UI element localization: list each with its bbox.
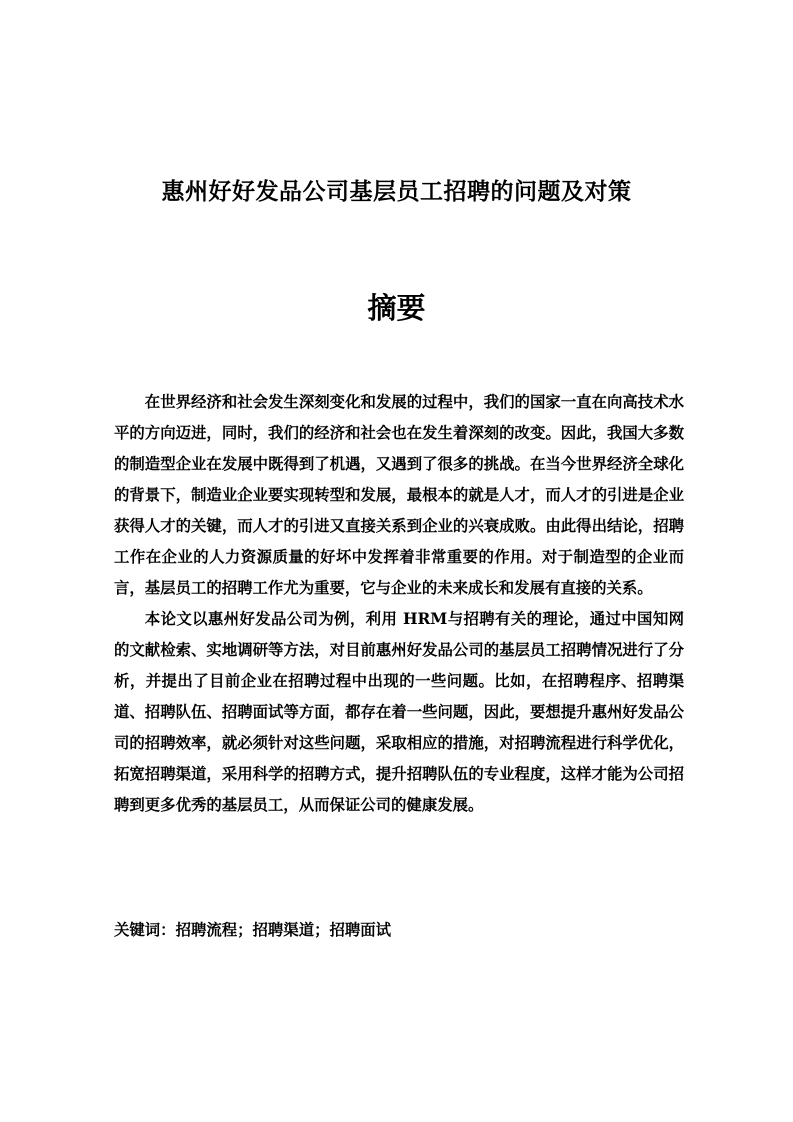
keywords-line: 关键词：招聘流程；招聘渠道；招聘面试 <box>114 921 392 939</box>
abstract-body <box>114 387 684 821</box>
paper-title: 惠州好好发品公司基层员工招聘的问题及对策 <box>161 178 632 205</box>
abstract-heading: 摘要 <box>367 291 426 325</box>
abstract-paragraph-2: 本论文以惠州好发品公司为例，利用 HRM与招聘有关的理论，通过中国知网的文献检索、实地调研等方法，对目前惠州好发品公司的基层员工招聘情况进行了分析，并提出了目前企业在招聘过程中出现的一些问题。比如，在招聘程序、招聘渠道、招聘队伍、招聘面试等方面，都存在着一些问题，因此，要想提升惠州好发品公司的招聘效率，就必须针对这些问题，采取相应的措施，对招聘流程进行科学优化，拓宽招聘渠道，采用科学的招聘方式，提升招聘队伍的专业程度，这样才能为公司招聘到更多优秀的基层员工，从而保证公司的健康发展。 <box>114 610 684 814</box>
abstract-paragraph-1: 在世界经济和社会发生深刻变化和发展的过程中，我们的国家一直在向高技术水平的方向迈进，同时，我们的经济和社会也在发生着深刻的改变。因此，我国大多数的制造型企业在发展中既得到了机遇，又遇到了很多的挑战。在当今世界经济全球化的背景下，制造业企业要实现转型和发展，最根本的就是人才，而人才的引进是企业获得人才的关键，而人才的引进又直接关系到企业的兴衰成败。由此得出结论，招聘工作在企业的人力资源质量的好坏中发挥着非常重要的作用。对于制造型的企业而言，基层员工的招聘工作尤为重要，它与企业的未来成长和发展有直接的关系。 <box>114 393 684 597</box>
